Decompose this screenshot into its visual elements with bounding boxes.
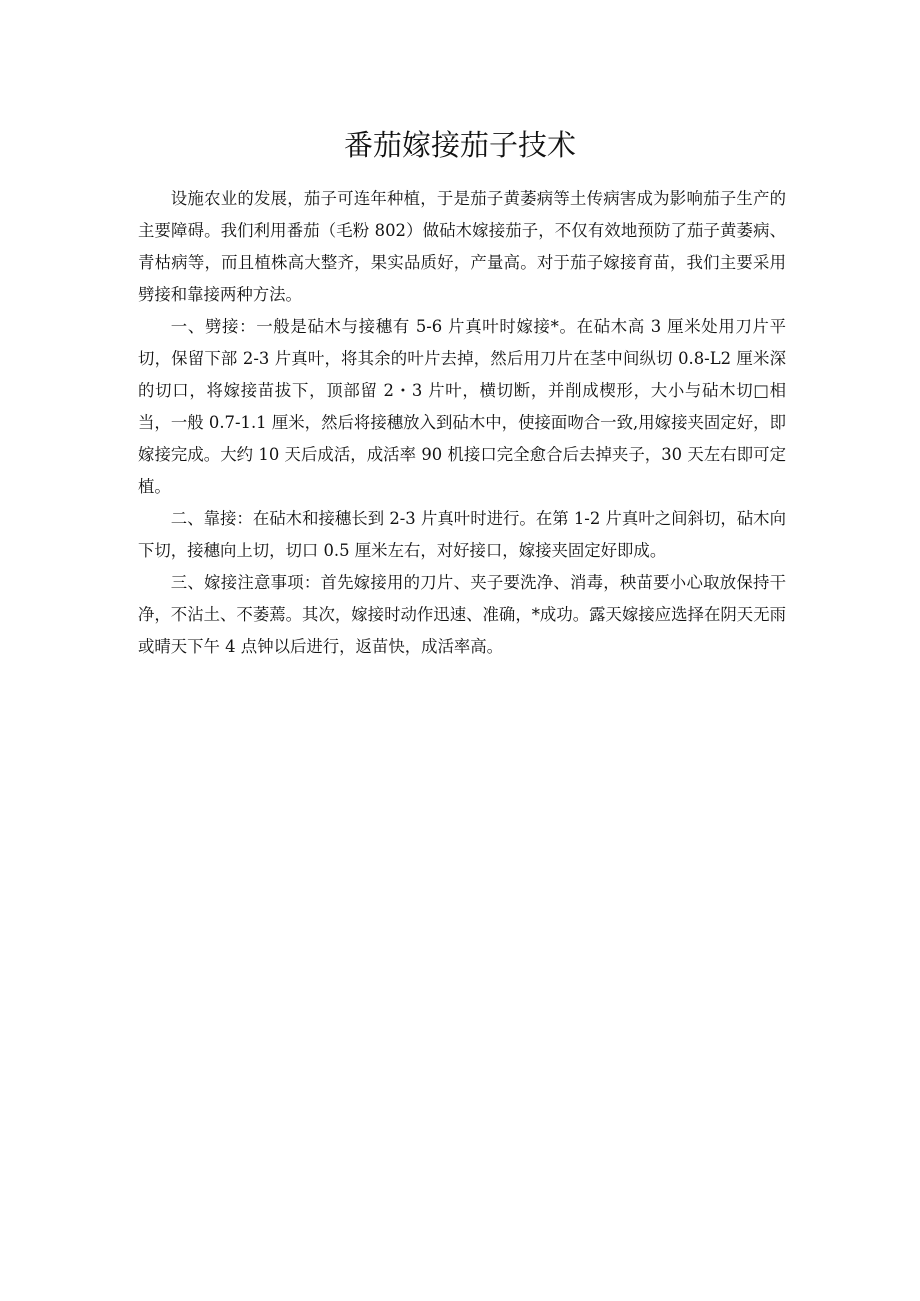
document-title: 番茄嫁接茄子技术 bbox=[343, 128, 576, 162]
paragraph-cleft-grafting: 一、劈接：一般是砧木与接穗有 5-6 片真叶时嫁接*。在砧木高 3 厘米处用刀片平切，保留下部 2-3 片真叶，将其余的叶片去掉，然后用刀片在茎中间纵切 0.8-L2 厘米深的切口，将嫁接苗拔下，顶部留 2・3 片叶，横切断，并削成楔形，大小与砧木切□相当，一般 0.7-1.1 厘米，然后将接穗放入到砧木中，使接面吻合一致,用嫁接夹固定好，即嫁接完成。大约 10 天后成活，成活率 90 机接口完全愈合后去掉夹子，30 天左右即可定植。 bbox=[138, 317, 786, 496]
paragraph-grafting-notes: 三、嫁接注意事项：首先嫁接用的刀片、夹子要洗净、消毒，秧苗要小心取放保持干净，不沾土、不萎蔫。其次，嫁接时动作迅速、准确，*成功。露天嫁接应选择在阴天无雨或晴天下午 4 点钟以后进行，返苗快，成活率高。 bbox=[138, 573, 786, 656]
document-body bbox=[138, 183, 786, 663]
paragraph-intro: 设施农业的发展，茄子可连年种植，于是茄子黄萎病等土传病害成为影响茄子生产的主要障碍。我们利用番茄（毛粉 802）做砧木嫁接茄子，不仅有效地预防了茄子黄萎病、青枯病等，而且植株高大整齐，果实品质好，产量高。对于茄子嫁接育苗，我们主要采用劈接和靠接两种方法。 bbox=[138, 189, 786, 304]
paragraph-approach-grafting: 二、靠接：在砧木和接穗长到 2-3 片真叶时进行。在第 1-2 片真叶之间斜切，砧木向下切，接穗向上切，切口 0.5 厘米左右，对好接口，嫁接夹固定好即成。 bbox=[138, 509, 786, 560]
